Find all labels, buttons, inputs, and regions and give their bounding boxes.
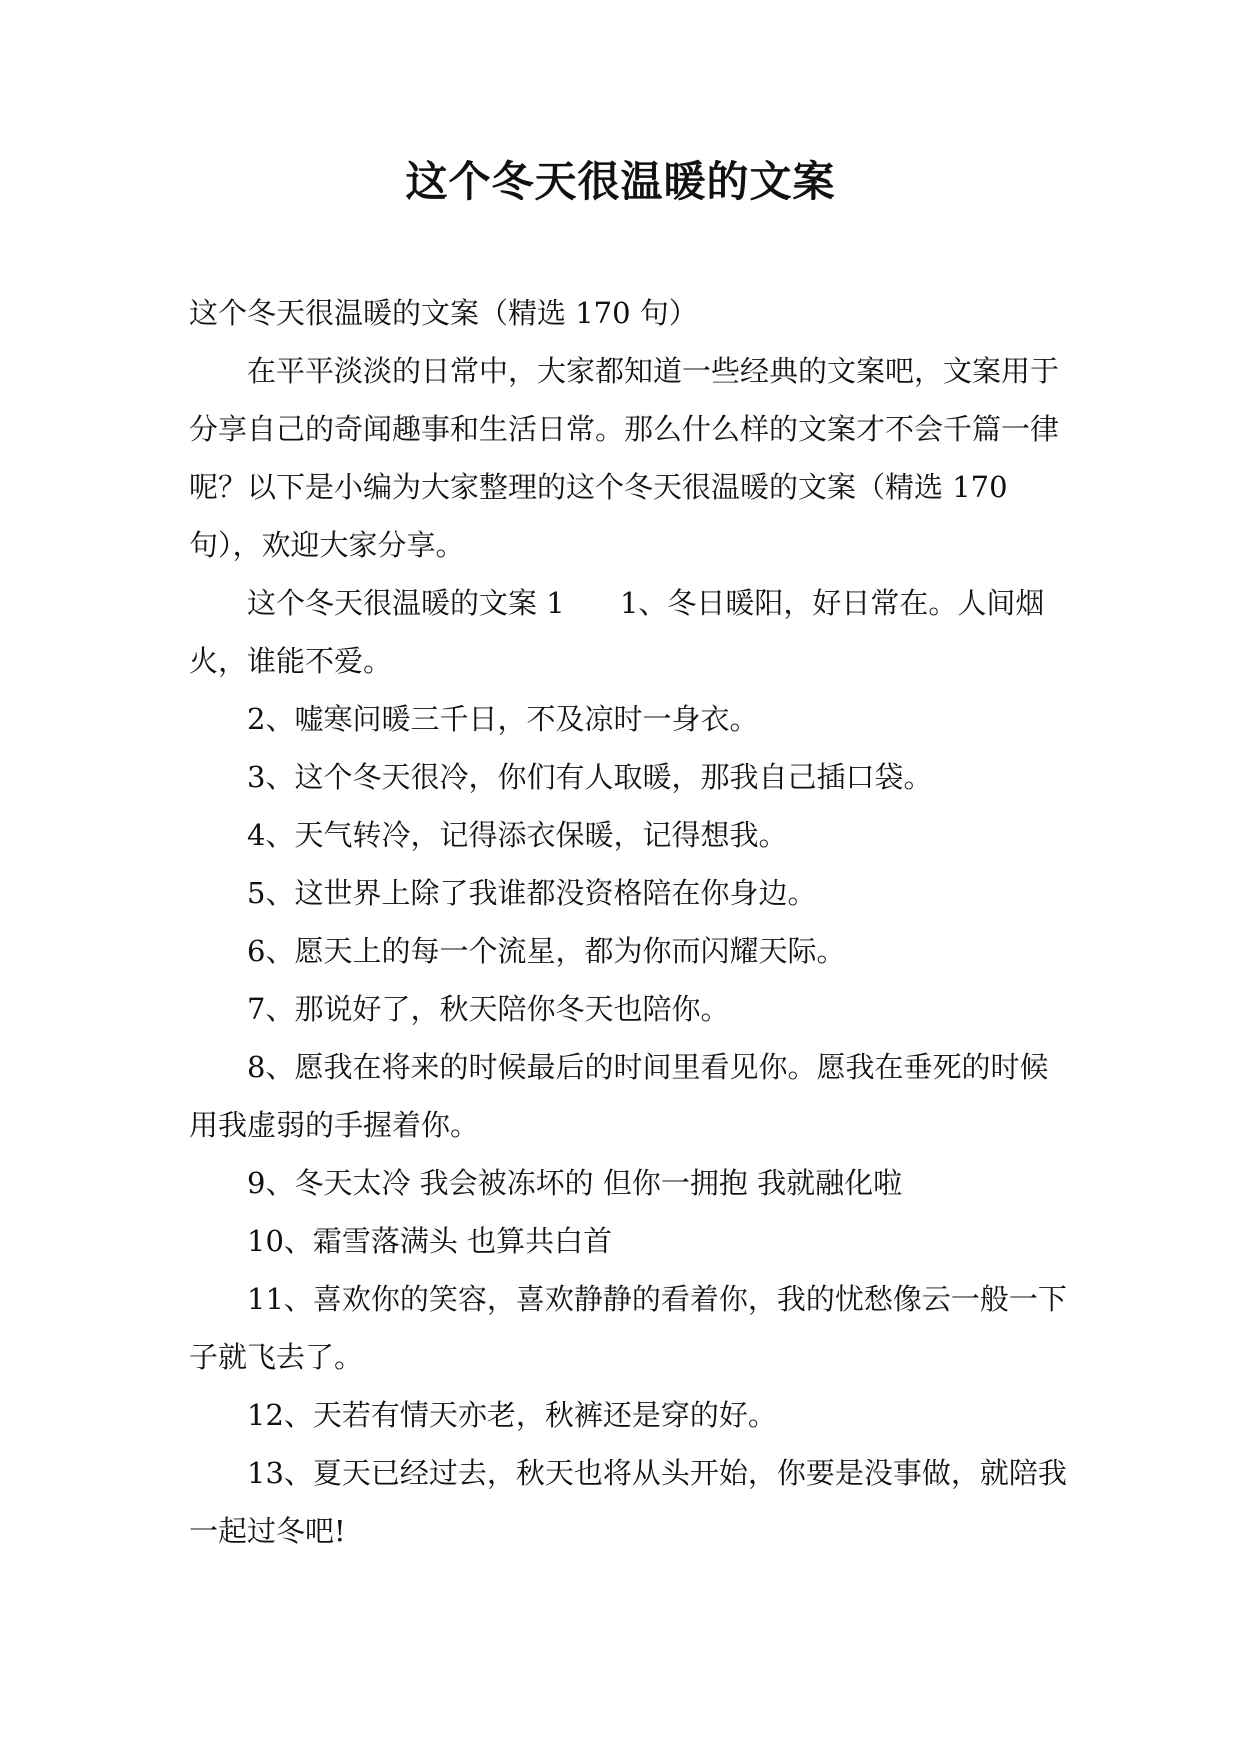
list-item-5: 5、这世界上除了我谁都没资格陪在你身边。: [247, 876, 817, 910]
list-item-4: 4、天气转冷，记得添衣保暖，记得想我。: [247, 818, 788, 852]
section-heading: 这个冬天很温暖的文案 1: [247, 586, 565, 620]
document-title: 这个冬天很温暖的文案: [405, 157, 836, 206]
list-item-12: 12、天若有情天亦老，秋裤还是穿的好。: [247, 1398, 777, 1432]
document-body: [189, 284, 1067, 1560]
heading-spacer: [565, 586, 620, 620]
subtitle-line: 这个冬天很温暖的文案（精选 170 句）: [189, 296, 698, 330]
list-item-6: 6、愿天上的每一个流星，都为你而闪耀天际。: [247, 934, 846, 968]
list-item-3: 3、这个冬天很冷，你们有人取暖，那我自己插口袋。: [247, 760, 933, 794]
list-item-7: 7、那说好了，秋天陪你冬天也陪你。: [247, 992, 730, 1026]
list-item-11: 11、喜欢你的笑容，喜欢静静的看着你，我的忧愁像云一般一下子就飞去了。: [189, 1282, 1067, 1374]
intro-paragraph: 在平平淡淡的日常中，大家都知道一些经典的文案吧，文案用于分享自己的奇闻趣事和生活日常。那么什么样的文案才不会千篇一律呢？以下是小编为大家整理的这个冬天很温暖的文案（精选 170 句），欢迎大家分享。: [189, 354, 1060, 562]
list-item-2: 2、嘘寒问暖三千日，不及凉时一身衣。: [247, 702, 759, 736]
list-item-9: 9、冬天太冷 我会被冻坏的 但你一拥抱 我就融化啦: [247, 1166, 903, 1200]
section-first-paragraph: [189, 574, 1067, 690]
list-item-13: 13、夏天已经过去，秋天也将从头开始，你要是没事做，就陪我一起过冬吧!: [189, 1456, 1067, 1548]
list-item-1: 1、冬日暖阳，好日常在。人间烟火，谁能不爱。: [189, 586, 1045, 678]
list-item-10: 10、霜雪落满头 也算共白首: [247, 1224, 613, 1258]
list-item-8: 8、愿我在将来的时候最后的时间里看见你。愿我在垂死的时候用我虚弱的手握着你。: [189, 1050, 1049, 1142]
